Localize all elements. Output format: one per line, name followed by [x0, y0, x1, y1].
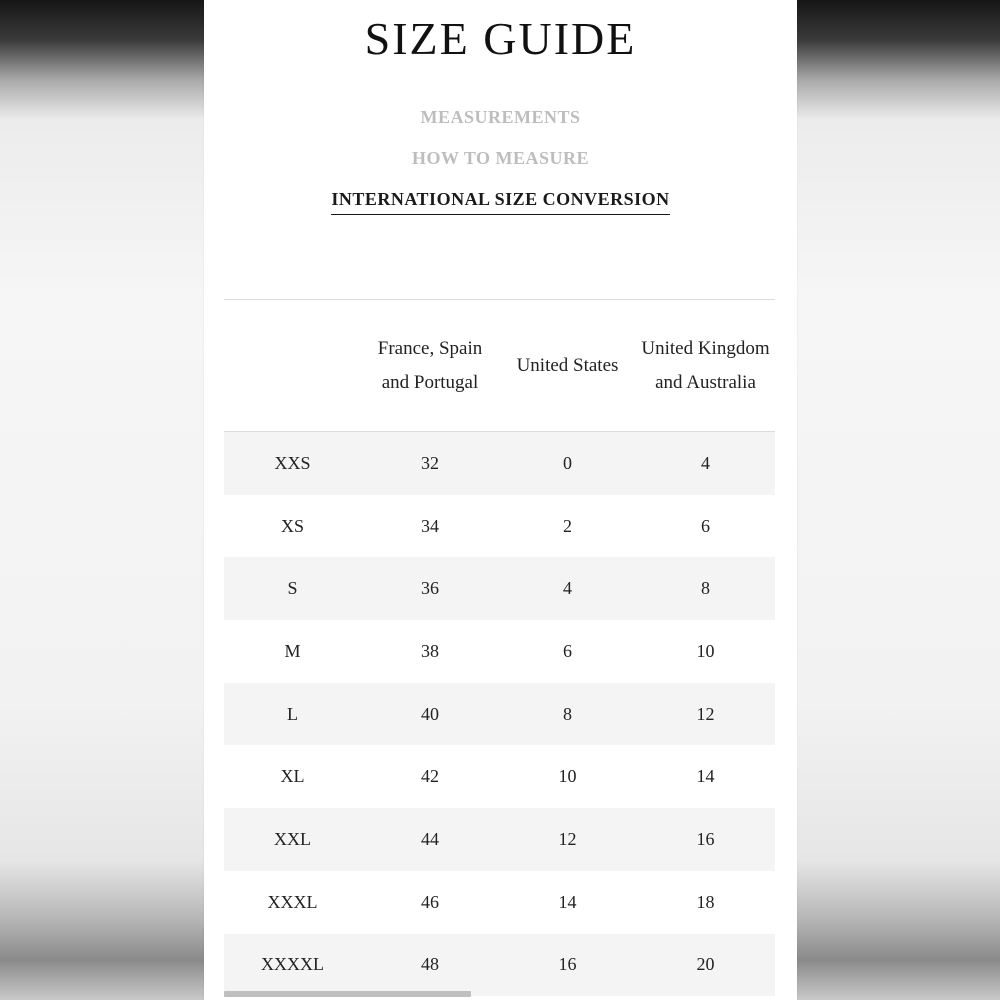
page-title: SIZE GUIDE [364, 13, 637, 64]
size-cell: XXL [224, 808, 361, 871]
us-size-cell: 0 [499, 432, 636, 495]
eu-size-cell: 40 [361, 683, 499, 746]
tab-international-size-conversion-label: INTERNATIONAL SIZE CONVERSION [331, 189, 669, 215]
column-header-united-states: United States [499, 300, 636, 432]
uk-size-cell: 6 [636, 495, 775, 558]
size-conversion-table-container[interactable] [224, 299, 775, 1000]
table-row [224, 557, 775, 620]
uk-size-cell: 16 [636, 808, 775, 871]
size-cell: XXS [224, 432, 361, 495]
uk-size-cell: 10 [636, 620, 775, 683]
size-cell: XXXL [224, 871, 361, 934]
eu-size-cell: 48 [361, 934, 499, 997]
uk-size-cell: 12 [636, 683, 775, 746]
tab-measurements-label: MEASUREMENTS [420, 107, 581, 127]
size-cell: XS [224, 495, 361, 558]
background-right [790, 0, 1000, 1000]
us-size-cell: 16 [499, 934, 636, 997]
table-row [224, 808, 775, 871]
column-header-france-spain-portugal: France, Spain and Portugal [361, 300, 499, 432]
tab-how-to-measure[interactable] [204, 148, 797, 169]
size-cell: M [224, 620, 361, 683]
uk-size-cell: 18 [636, 871, 775, 934]
eu-size-cell: 38 [361, 620, 499, 683]
uk-size-cell: 4 [636, 432, 775, 495]
tab-measurements[interactable] [204, 107, 797, 128]
us-size-cell: 10 [499, 745, 636, 808]
uk-size-cell: 14 [636, 745, 775, 808]
eu-size-cell: 36 [361, 557, 499, 620]
table-row [224, 871, 775, 934]
table-row [224, 934, 775, 997]
column-header-size [224, 300, 361, 432]
us-size-cell: 8 [499, 683, 636, 746]
eu-size-cell: 32 [361, 432, 499, 495]
us-size-cell: 14 [499, 871, 636, 934]
size-cell: L [224, 683, 361, 746]
table-row [224, 495, 775, 558]
eu-size-cell: 44 [361, 808, 499, 871]
table-row [224, 683, 775, 746]
size-cell: XXXXL [224, 934, 361, 997]
us-size-cell: 6 [499, 620, 636, 683]
table-row [224, 432, 775, 495]
eu-size-cell: 42 [361, 745, 499, 808]
uk-size-cell: 8 [636, 557, 775, 620]
size-cell: S [224, 557, 361, 620]
table-header-row [224, 300, 775, 432]
column-header-uk-australia: United Kingdom and Australia [636, 300, 775, 432]
tab-how-to-measure-label: HOW TO MEASURE [411, 148, 590, 168]
tab-international-size-conversion[interactable] [204, 189, 797, 215]
table-row [224, 620, 775, 683]
us-size-cell: 4 [499, 557, 636, 620]
eu-size-cell: 34 [361, 495, 499, 558]
table-row [224, 745, 775, 808]
uk-size-cell: 20 [636, 934, 775, 997]
us-size-cell: 12 [499, 808, 636, 871]
background-left [0, 0, 210, 1000]
size-guide-panel [204, 0, 797, 1000]
horizontal-scrollbar[interactable] [224, 991, 471, 997]
size-conversion-table [224, 300, 775, 996]
us-size-cell: 2 [499, 495, 636, 558]
eu-size-cell: 46 [361, 871, 499, 934]
size-cell: XL [224, 745, 361, 808]
